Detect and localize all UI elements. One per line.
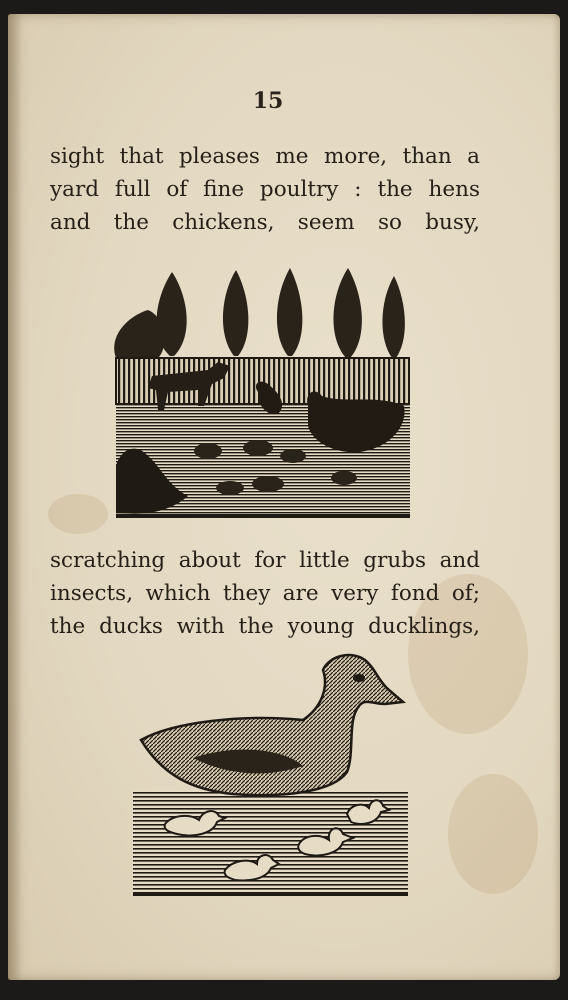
- page-spine-shadow: [8, 14, 22, 980]
- book-page: [8, 14, 560, 980]
- text-line: sight that pleases me more, than a: [50, 144, 480, 169]
- text-line: and the chickens, seem so busy,: [50, 210, 480, 235]
- text-line: yard full of fine poultry : the hens: [50, 177, 480, 202]
- foxing-stain: [448, 774, 538, 894]
- foxing-stain: [48, 494, 108, 534]
- poultry-yard-illustration: [108, 266, 410, 526]
- text-line: the ducks with the young ducklings,: [50, 614, 480, 639]
- text-block-bottom: [50, 544, 480, 643]
- duck-illustration: [133, 648, 408, 898]
- text-line: scratching about for little grubs and: [50, 548, 480, 573]
- text-line: insects, which they are very fond of;: [50, 581, 480, 606]
- page-number: 15: [252, 88, 284, 114]
- text-block-top: [50, 140, 480, 239]
